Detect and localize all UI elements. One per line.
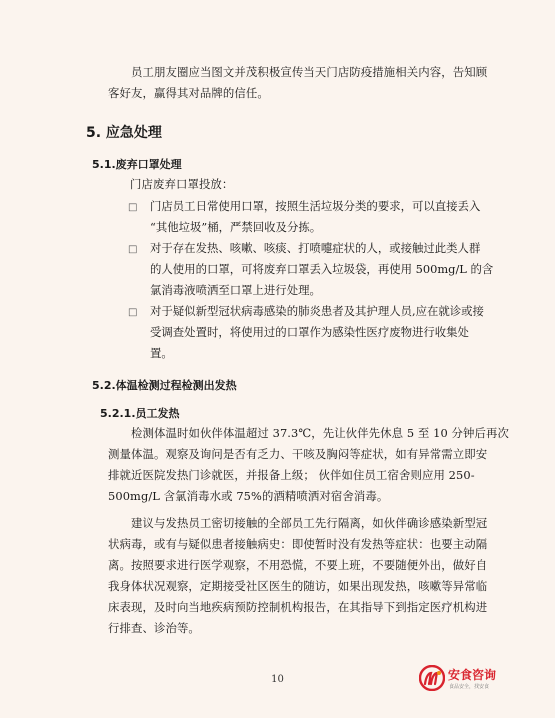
paragraph-line: 建议与发热员工密切接触的全部员工先行隔离，如伙伴确诊感染新型冠: [131, 516, 488, 530]
paragraph-isolation: [108, 534, 487, 639]
intro-paragraph: [131, 62, 487, 83]
list-item-line: 的人使用的口罩，可将废弃口罩丢入垃圾袋，再使用 500mg/L 的含: [150, 262, 494, 276]
paragraph-fever-first-line: [131, 423, 509, 444]
paragraph-line: 排就近医院发热门诊就医，并报备上级； 伙伴如住员工宿舍则应用 250-: [108, 468, 475, 482]
list-item-line: 氯消毒液喷洒至口罩上进行处理。: [150, 283, 321, 297]
list-item: [150, 238, 493, 301]
paragraph-fever: [108, 444, 487, 507]
section-heading-5-2-1: 5.2.1.员工发热: [100, 407, 180, 420]
paragraph-line: 500mg/L 含氯消毒水或 75%的酒精喷洒对宿舍消毒。: [108, 489, 389, 503]
paragraph-line: 状病毒，或有与疑似患者接触病史：即使暂时没有发热等症状：也要主动隔: [108, 537, 488, 551]
paragraph-line: 测量体温。观察及询问是否有乏力、干咳及胸闷等症状，如有异常需立即安: [108, 447, 488, 461]
section-heading-5: 5. 应急处理: [86, 125, 162, 141]
intro-paragraph-cont: [108, 83, 269, 104]
brand-logo-name: 安食咨询: [448, 668, 497, 682]
list-item-line: “其他垃圾”桶，严禁回收及分拣。: [150, 220, 322, 234]
lead-text: 门店废弃口罩投放：: [130, 177, 234, 191]
intro-line: 客好友，赢得其对品牌的信任。: [108, 86, 269, 100]
list-item: [150, 196, 480, 238]
list-item-line: 对于疑似新型冠状病毒感染的肺炎患者及其护理人员,应在就诊或接: [150, 304, 484, 318]
list-item-line: 对于存在发热、咳嗽、咳痰、打喷嚏症状的人，或接触过此类人群: [150, 241, 481, 255]
page-number: 10: [271, 674, 284, 685]
brand-logo-tagline: 食品安全，找安食: [449, 684, 490, 690]
checkbox-bullet-icon: □: [128, 202, 138, 213]
list-item-line: 门店员工日常使用口罩，按照生活垃圾分类的要求，可以直接丢入: [150, 199, 481, 213]
list-item-line: 受调查处置时，将使用过的口罩作为感染性医疗废物进行收集处: [150, 325, 469, 339]
paragraph-line: 床表现，及时向当地疾病预防控制机构报告，在其指导下到指定医疗机构进: [108, 600, 488, 614]
checkbox-bullet-icon: □: [128, 307, 138, 318]
paragraph-isolation-first-line: [131, 513, 487, 534]
section-5-1-lead: [130, 174, 233, 195]
paragraph-line: 行排查、诊治等。: [108, 621, 200, 635]
paragraph-line: 我身体状况观察，定期接受社区医生的随访，如果出现发热，咳嗽等异常临: [108, 579, 488, 593]
paragraph-line: 检测体温时如伙伴体温超过 37.3℃，先让伙伴先休息 5 至 10 分钟后再次: [131, 426, 510, 440]
section-heading-5-2: 5.2.体温检测过程检测出发热: [92, 379, 237, 392]
brand-logo: [419, 665, 529, 695]
intro-line: 员工朋友圈应当图文并茂积极宣传当天门店防疫措施相关内容，告知顾: [131, 65, 488, 79]
brand-logo-icon: [419, 665, 445, 691]
paragraph-line: 离。按照要求进行医学观察，不用恐慌，不要上班，不要随便外出，做好自: [108, 558, 488, 572]
list-item: [150, 301, 484, 364]
list-item-line: 置。: [150, 346, 173, 360]
section-heading-5-1: 5.1.废弃口罩处理: [92, 158, 182, 171]
checkbox-bullet-icon: □: [128, 244, 138, 255]
